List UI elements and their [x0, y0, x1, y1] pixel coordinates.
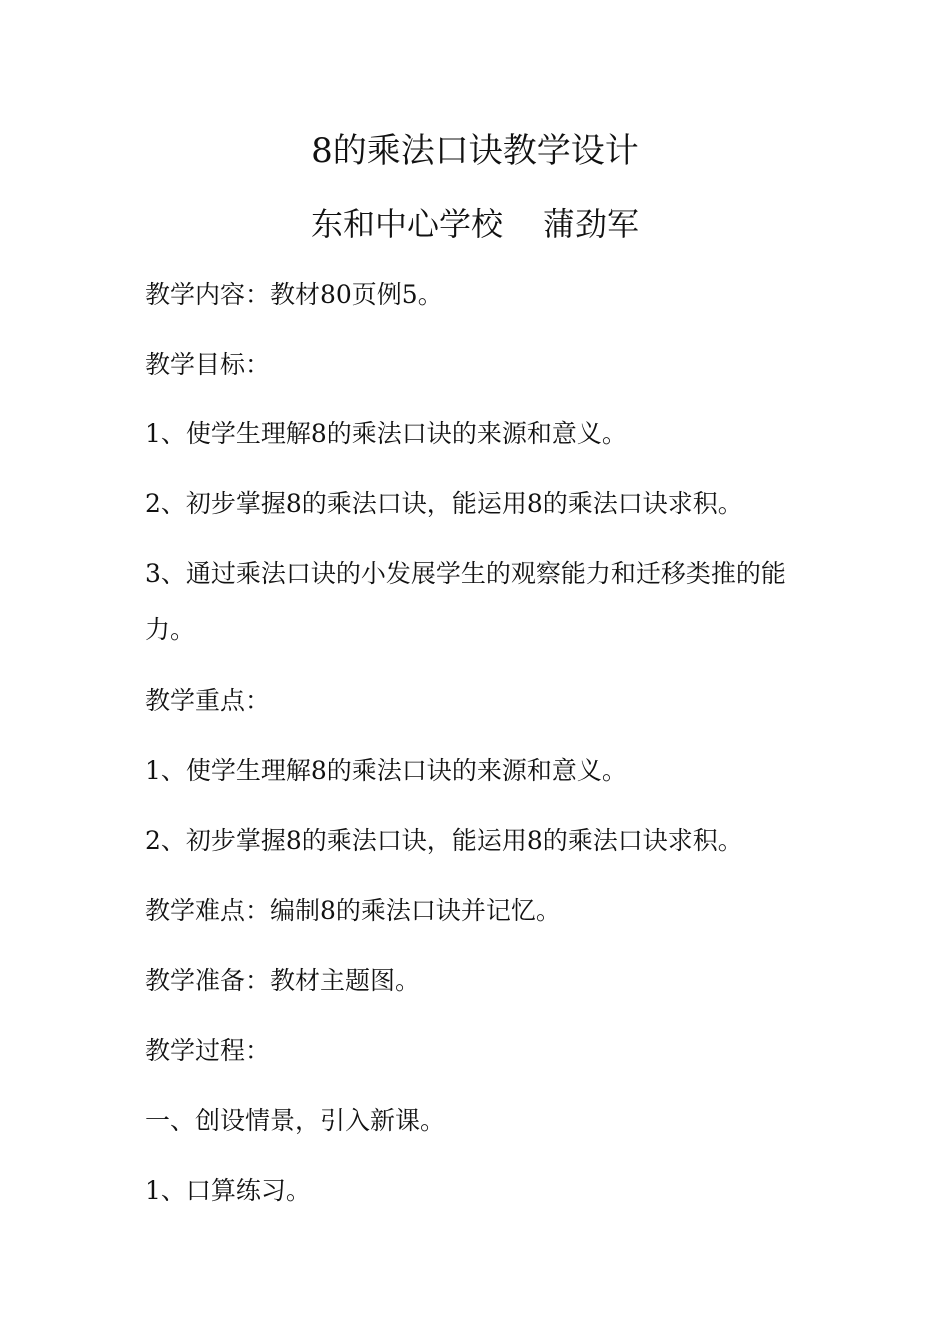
key-point-item-1: 1、使学生理解8的乘法口诀的来源和意义。: [145, 756, 627, 785]
objective-item-1: 1、使学生理解8的乘法口诀的来源和意义。: [145, 419, 627, 448]
process-item-1: 1、口算练习。: [145, 1176, 311, 1205]
objective-item-3-continued: 力。: [145, 615, 196, 644]
author-name: 蒲劲军: [543, 205, 640, 243]
author-line: [0, 204, 950, 244]
author-school: 东和中心学校: [310, 205, 503, 243]
document-title: 8的乘法口诀教学设计: [311, 131, 639, 171]
difficult-points: 教学难点：编制8的乘法口诀并记忆。: [145, 896, 561, 925]
teaching-objectives-heading: 教学目标：: [145, 350, 271, 379]
objective-item-2: 2、初步掌握8的乘法口诀，能运用8的乘法口诀求积。: [145, 489, 743, 518]
process-section-1: 一、创设情景，引入新课。: [145, 1106, 446, 1135]
teaching-process-heading: 教学过程：: [145, 1036, 271, 1065]
key-points-heading: 教学重点：: [145, 686, 271, 715]
objective-item-3: 3、通过乘法口诀的小发展学生的观察能力和迁移类推的能: [145, 559, 786, 588]
teaching-content: 教学内容：教材80页例5。: [145, 280, 443, 309]
key-point-item-2: 2、初步掌握8的乘法口诀，能运用8的乘法口诀求积。: [145, 826, 743, 855]
teaching-preparation: 教学准备：教材主题图。: [145, 966, 421, 995]
